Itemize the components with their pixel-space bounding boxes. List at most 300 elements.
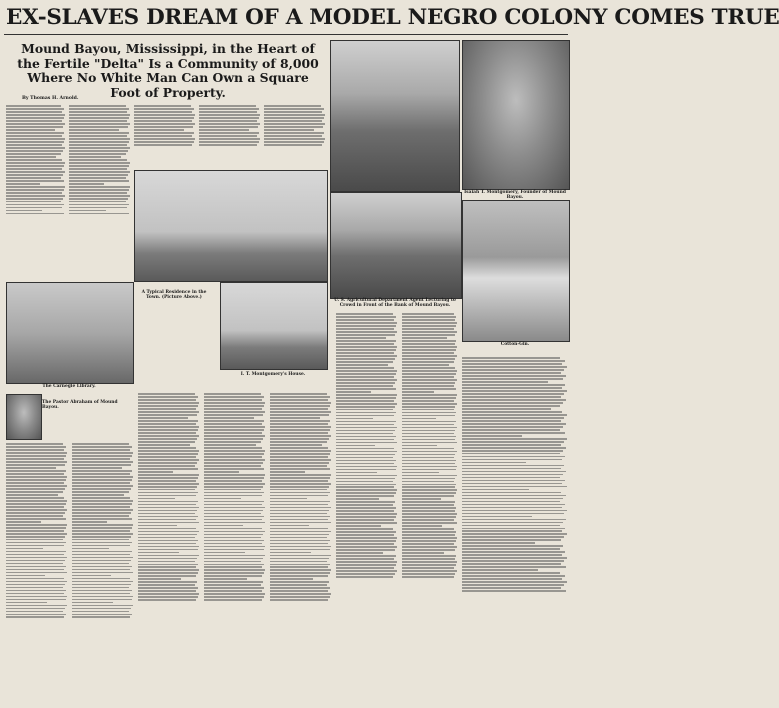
text-line — [264, 132, 324, 134]
text-line — [462, 536, 564, 538]
text-line — [270, 447, 328, 449]
text-line — [270, 450, 331, 452]
text-line — [6, 515, 63, 517]
text-line — [72, 548, 109, 550]
text-line — [204, 456, 262, 458]
text-line — [69, 156, 121, 158]
text-line — [270, 531, 331, 533]
text-line — [336, 469, 396, 471]
text-line — [134, 105, 191, 107]
text-line — [270, 558, 329, 560]
text-line — [6, 458, 64, 460]
text-line — [270, 510, 329, 512]
text-line — [72, 572, 133, 574]
text-line — [138, 459, 199, 461]
text-line — [402, 495, 454, 497]
text-line — [462, 563, 561, 565]
text-line — [270, 426, 331, 428]
text-line — [138, 483, 199, 485]
text-line — [72, 530, 130, 532]
text-line — [336, 328, 394, 330]
text-line — [138, 498, 175, 500]
text-line — [336, 540, 396, 542]
text-line — [270, 459, 331, 461]
text-line — [270, 474, 331, 476]
text-line — [462, 480, 565, 482]
text-line — [69, 174, 128, 176]
text-line — [336, 489, 397, 491]
text-line — [402, 469, 456, 471]
text-line — [336, 504, 393, 506]
text-line — [138, 528, 196, 530]
text-line — [6, 616, 64, 618]
text-line — [402, 376, 454, 378]
text-line — [336, 460, 396, 462]
text-line — [204, 590, 262, 592]
text-line — [270, 593, 331, 595]
text-line — [72, 455, 132, 457]
text-line — [336, 436, 396, 438]
text-line — [462, 378, 563, 380]
text-line — [402, 454, 455, 456]
text-line — [336, 534, 394, 536]
text-line — [6, 171, 65, 173]
text-line — [138, 534, 197, 536]
text-line — [462, 533, 567, 535]
text-line — [138, 480, 196, 482]
text-line — [462, 375, 566, 377]
text-line — [270, 504, 328, 506]
text-line — [6, 503, 66, 505]
text-line — [138, 569, 199, 571]
text-line — [264, 138, 325, 140]
text-line — [204, 411, 265, 413]
text-line — [138, 552, 179, 554]
text-line — [270, 393, 327, 395]
text-line — [336, 561, 397, 563]
text-line — [402, 448, 454, 450]
text-line — [6, 464, 65, 466]
text-line — [138, 564, 198, 566]
text-line — [6, 590, 66, 592]
text-line — [402, 537, 457, 539]
text-line — [462, 495, 566, 497]
text-line — [138, 441, 195, 443]
text-line — [134, 111, 192, 113]
text-line — [72, 485, 133, 487]
text-line — [402, 561, 457, 563]
article-column-8 — [138, 392, 200, 704]
text-line — [69, 126, 128, 128]
text-line — [264, 120, 322, 122]
text-line — [264, 126, 323, 128]
text-line — [402, 466, 457, 468]
text-line — [462, 453, 560, 455]
text-line — [402, 504, 454, 506]
text-line — [462, 483, 562, 485]
text-line — [204, 516, 264, 518]
text-line — [138, 417, 188, 419]
text-line — [72, 587, 129, 589]
text-line — [270, 581, 329, 583]
text-line — [336, 492, 396, 494]
text-line — [336, 424, 394, 426]
text-line — [270, 543, 328, 545]
text-line — [336, 406, 395, 408]
text-line — [138, 405, 198, 407]
text-line — [402, 385, 454, 387]
text-line — [199, 114, 260, 116]
text-line — [69, 183, 104, 185]
text-line — [402, 525, 442, 527]
text-line — [402, 445, 437, 447]
text-line — [204, 429, 264, 431]
text-line — [6, 521, 41, 523]
text-line — [72, 539, 129, 541]
text-line — [336, 382, 395, 384]
text-line — [264, 141, 324, 143]
text-line — [402, 436, 456, 438]
text-line — [462, 530, 562, 532]
text-line — [6, 488, 65, 490]
text-line — [270, 528, 328, 530]
text-line — [336, 576, 393, 578]
text-line — [462, 522, 563, 524]
text-line — [270, 462, 329, 464]
text-line — [462, 420, 561, 422]
text-line — [270, 405, 330, 407]
text-line — [270, 555, 331, 557]
text-line — [6, 449, 64, 451]
text-line — [72, 608, 131, 610]
text-line — [336, 421, 396, 423]
text-line — [270, 438, 329, 440]
text-line — [402, 549, 455, 551]
text-line — [204, 566, 262, 568]
text-line — [204, 408, 262, 410]
text-line — [134, 138, 195, 140]
text-line — [270, 575, 328, 577]
text-line — [402, 439, 455, 441]
text-line — [462, 468, 561, 470]
text-line — [270, 495, 328, 497]
text-line — [336, 537, 397, 539]
text-line — [6, 123, 65, 125]
text-line — [204, 435, 265, 437]
text-line — [69, 195, 130, 197]
text-line — [138, 444, 190, 446]
text-line — [204, 462, 263, 464]
cotton-gin-caption: Cotton-Gin. — [500, 342, 530, 347]
text-line — [204, 441, 261, 443]
text-line — [6, 506, 64, 508]
text-line — [336, 325, 396, 327]
text-line — [264, 114, 325, 116]
text-line — [72, 584, 131, 586]
text-line — [138, 468, 198, 470]
text-line — [199, 117, 259, 119]
text-line — [6, 129, 55, 131]
text-line — [270, 578, 313, 580]
text-line — [462, 444, 561, 446]
text-line — [462, 447, 566, 449]
text-line — [138, 561, 195, 563]
text-line — [270, 513, 327, 515]
text-line — [204, 459, 265, 461]
text-line — [462, 372, 561, 374]
article-column-12 — [402, 312, 458, 704]
text-line — [204, 480, 262, 482]
text-line — [462, 578, 562, 580]
typical-residence-photo — [134, 170, 328, 282]
text-line — [402, 397, 456, 399]
text-line — [462, 590, 566, 592]
text-line — [138, 578, 181, 580]
text-line — [6, 548, 43, 550]
text-line — [138, 549, 198, 551]
text-line — [270, 471, 305, 473]
text-line — [462, 471, 566, 473]
text-line — [336, 364, 388, 366]
article-column-10 — [270, 392, 332, 704]
text-line — [462, 548, 560, 550]
text-line — [336, 331, 397, 333]
text-line — [72, 470, 132, 472]
text-line — [264, 108, 324, 110]
text-line — [402, 322, 457, 324]
headline: EX-SLAVES DREAM OF A MODEL NEGRO COLONY COMES TRUE — [6, 5, 779, 30]
text-line — [270, 564, 330, 566]
text-line — [204, 599, 262, 601]
text-line — [6, 584, 65, 586]
article-column-4 — [199, 104, 261, 166]
text-line — [72, 524, 133, 526]
text-line — [204, 396, 264, 398]
text-line — [462, 554, 562, 556]
text-line — [270, 441, 327, 443]
text-line — [462, 539, 561, 541]
text-line — [6, 120, 62, 122]
text-line — [336, 486, 394, 488]
text-line — [270, 477, 330, 479]
text-line — [462, 360, 565, 362]
article-column-1 — [6, 104, 66, 269]
text-line — [336, 475, 397, 477]
text-line — [336, 454, 395, 456]
text-line — [204, 495, 262, 497]
text-line — [462, 396, 561, 398]
text-line — [402, 489, 457, 491]
text-line — [270, 599, 328, 601]
text-line — [6, 563, 63, 565]
text-line — [462, 432, 565, 434]
text-line — [72, 551, 132, 553]
text-line — [402, 418, 436, 420]
text-line — [402, 364, 449, 366]
text-line — [69, 207, 127, 209]
text-line — [138, 474, 199, 476]
text-line — [69, 198, 128, 200]
text-line — [402, 507, 456, 509]
text-line — [336, 472, 377, 474]
text-line — [6, 126, 63, 128]
text-line — [402, 331, 457, 333]
text-line — [204, 504, 262, 506]
text-line — [336, 313, 393, 315]
text-line — [402, 567, 454, 569]
text-line — [462, 528, 565, 530]
headline-rule — [4, 34, 568, 35]
text-line — [69, 213, 129, 215]
library-caption: The Carnegie Library. — [42, 384, 96, 389]
residence-caption: A Typical Residence in the Town. (Picture Above.) — [141, 290, 207, 300]
text-line — [336, 442, 397, 444]
text-line — [69, 111, 127, 113]
text-line — [462, 423, 566, 425]
text-line — [138, 546, 199, 548]
text-line — [270, 468, 330, 470]
text-line — [138, 435, 199, 437]
text-line — [462, 516, 532, 518]
pastor-small-photo — [6, 394, 42, 440]
text-line — [270, 408, 328, 410]
text-line — [69, 123, 130, 125]
text-line — [199, 108, 259, 110]
text-line — [6, 557, 67, 559]
text-line — [336, 400, 394, 402]
text-line — [6, 569, 64, 571]
text-line — [402, 355, 457, 357]
text-line — [402, 546, 457, 548]
text-line — [199, 120, 257, 122]
text-line — [270, 507, 331, 509]
text-line — [69, 108, 129, 110]
text-line — [402, 442, 457, 444]
text-line — [204, 468, 264, 470]
text-line — [336, 427, 397, 429]
text-line — [270, 417, 320, 419]
text-line — [402, 427, 457, 429]
text-line — [6, 581, 67, 583]
text-line — [72, 452, 133, 454]
text-line — [204, 465, 261, 467]
lecture-caption: U. S. Agricultural Department Agent Lecturing to Crowd in Front of the Bank of Mound Bayou. — [334, 298, 456, 308]
text-line — [270, 566, 328, 568]
text-line — [402, 543, 454, 545]
text-line — [270, 569, 331, 571]
text-line — [402, 457, 454, 459]
text-line — [402, 406, 455, 408]
text-line — [336, 573, 395, 575]
text-line — [336, 361, 393, 363]
text-line — [204, 513, 261, 515]
text-line — [462, 569, 538, 571]
text-line — [69, 192, 127, 194]
text-line — [6, 195, 65, 197]
text-line — [138, 519, 196, 521]
text-line — [138, 522, 199, 524]
text-line — [199, 138, 260, 140]
text-line — [462, 498, 563, 500]
text-line — [6, 593, 64, 595]
portrait-caption: Isaiah T. Montgomery, Founder of Mound Bayou. — [464, 190, 566, 200]
text-line — [402, 519, 454, 521]
text-line — [69, 105, 126, 107]
text-line — [270, 486, 329, 488]
text-line — [336, 385, 393, 387]
text-line — [72, 476, 133, 478]
text-line — [204, 575, 262, 577]
text-line — [402, 475, 457, 477]
text-line — [72, 593, 130, 595]
text-line — [402, 361, 454, 363]
text-line — [138, 399, 196, 401]
text-line — [462, 581, 567, 583]
text-line — [336, 319, 394, 321]
text-line — [69, 114, 130, 116]
text-line — [6, 461, 67, 463]
text-line — [204, 578, 247, 580]
text-line — [199, 126, 258, 128]
text-line — [336, 552, 383, 554]
text-line — [6, 443, 63, 445]
text-line — [462, 513, 564, 515]
text-line — [402, 394, 457, 396]
text-line — [402, 463, 455, 465]
text-line — [336, 549, 395, 551]
text-line — [72, 446, 132, 448]
text-line — [336, 430, 395, 432]
text-line — [6, 177, 61, 179]
text-line — [6, 201, 61, 203]
text-line — [462, 477, 560, 479]
text-line — [462, 492, 561, 494]
text-line — [6, 198, 63, 200]
text-line — [270, 525, 309, 527]
text-line — [462, 435, 522, 437]
text-line — [264, 111, 322, 113]
text-line — [336, 543, 394, 545]
text-line — [204, 477, 264, 479]
text-line — [270, 596, 330, 598]
text-line — [138, 555, 199, 557]
text-line — [204, 587, 264, 589]
text-line — [138, 593, 199, 595]
text-line — [134, 123, 195, 125]
text-line — [6, 482, 64, 484]
text-line — [336, 340, 396, 342]
text-line — [402, 433, 454, 435]
text-line — [402, 460, 456, 462]
text-line — [462, 489, 529, 491]
text-line — [462, 417, 564, 419]
text-line — [134, 135, 192, 137]
text-line — [462, 384, 565, 386]
text-line — [138, 566, 196, 568]
text-line — [204, 552, 245, 554]
text-line — [72, 458, 130, 460]
text-line — [204, 444, 256, 446]
text-line — [72, 557, 133, 559]
text-line — [336, 355, 397, 357]
text-line — [69, 180, 129, 182]
text-line — [199, 105, 256, 107]
text-line — [72, 467, 122, 469]
text-line — [402, 343, 455, 345]
text-line — [138, 525, 177, 527]
text-line — [138, 596, 198, 598]
text-line — [336, 349, 396, 351]
